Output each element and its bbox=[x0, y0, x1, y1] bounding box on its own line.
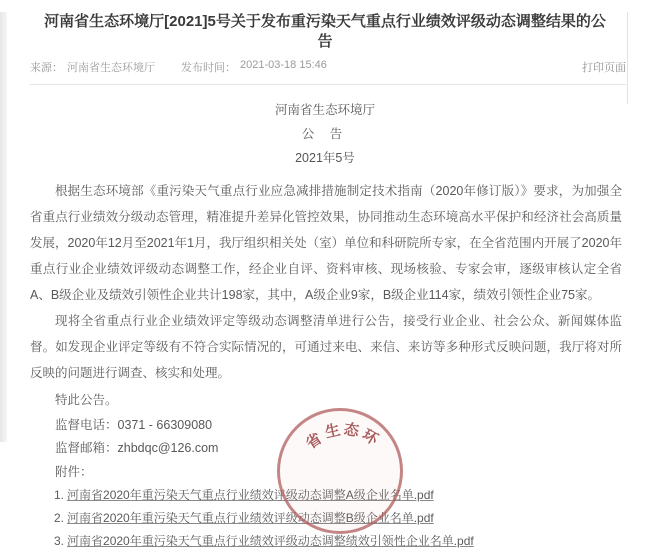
print-page-link[interactable]: 打印页面 bbox=[582, 62, 626, 74]
attachments-label: 附件： bbox=[55, 465, 93, 479]
attachment-link-a-level[interactable]: 河南省2020年重污染天气重点行业绩效评级动态调整A级企业名单.pdf bbox=[67, 488, 434, 502]
page-left-edge bbox=[0, 12, 7, 442]
phone-value: 0371 - 66309080 bbox=[117, 418, 213, 432]
paragraph-2: 现将全省重点行业企业绩效评定等级动态调整清单进行公告，接受行业企业、社会公众、新闻媒体监督。如发现企业评定等级有不符合实际情况的，可通过来电、来信、来访等多种形式反映问题，我厅将对所反映的问题进行调查、核实和处理。 bbox=[30, 314, 622, 380]
page-right-divider bbox=[627, 12, 628, 104]
email-value: zhbdqc@126.com bbox=[117, 441, 219, 455]
seal-character: 生 bbox=[323, 422, 342, 442]
page-title: 河南省生态环境厅[2021]5号关于发布重污染天气重点行业绩效评级动态调整结果的公告 bbox=[44, 13, 606, 50]
attachment-number: 1. bbox=[54, 488, 65, 502]
official-seal-stamp bbox=[277, 408, 403, 534]
attachment-number: 2. bbox=[54, 511, 65, 525]
closing-line: 特此公告。 bbox=[55, 393, 118, 407]
seal-character: 态 bbox=[342, 421, 360, 441]
paragraph-1: 根据生态环境部《重污染天气重点行业应急减排措施制定技术指南（2020年修订版）》要求，为加强全省重点行业绩效分级动态管理，精准提升差异化管控效果，协同推动生态环境高水平保护和经济社会高质量发展，2020年12月至2021年1月，我厅组织相关处（室）单位和科研院所专家，在全省范围内开展了2020年重点行业企业绩效评级动态调整工作，经企业自评、资料审核、现场核验、专家会审，逐级审核认定全省A、B级企业及绩效引领性企业共计198家，其中，A级企业9家，B级企业114家，绩效引领性企业75家。 bbox=[30, 184, 622, 302]
attachment-link-leading[interactable]: 河南省2020年重污染天气重点行业绩效评级动态调整绩效引领性企业名单.pdf bbox=[67, 534, 474, 548]
attachment-link-b-level[interactable]: 河南省2020年重污染天气重点行业绩效评级动态调整B级企业名单.pdf bbox=[67, 511, 434, 525]
source-label: 来源： bbox=[30, 62, 63, 74]
document-number: 2021年5号 bbox=[295, 151, 355, 165]
attachment-number: 3. bbox=[54, 534, 65, 548]
publish-time-value: 2021-03-18 15:46 bbox=[240, 59, 327, 71]
document-type: 公 告 bbox=[301, 127, 349, 141]
seal-character: 省 bbox=[303, 430, 326, 453]
phone-label: 监督电话： bbox=[55, 418, 118, 432]
meta-info bbox=[30, 59, 327, 75]
issuing-agency: 河南省生态环境厅 bbox=[274, 103, 375, 117]
announcement-body bbox=[30, 178, 622, 386]
publish-time-label: 发布时间： bbox=[181, 62, 236, 74]
meta-bar bbox=[30, 59, 626, 85]
source-value: 河南省生态环境厅 bbox=[67, 62, 155, 74]
email-label: 监督邮箱： bbox=[55, 441, 118, 455]
attachment-item bbox=[30, 530, 622, 553]
document-header bbox=[0, 99, 650, 170]
seal-character: 环 bbox=[359, 427, 381, 449]
